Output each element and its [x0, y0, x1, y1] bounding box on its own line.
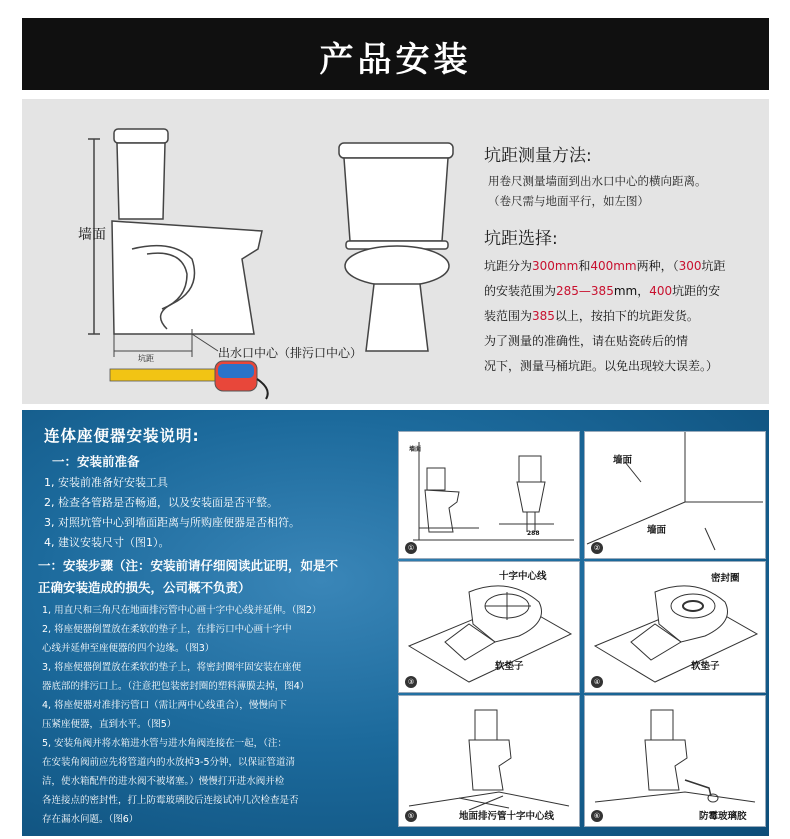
install-title: 连体座便器安装说明:: [44, 427, 200, 445]
fig6-number: ⑥: [591, 810, 603, 822]
tank-side: [117, 143, 165, 219]
measurement-section: [22, 99, 769, 404]
steps-heading-1: 一：安装步骤（注：安装前请仔细阅读此证明，如是不: [38, 558, 339, 573]
step-line-2: 2, 将座便器倒置放在柔软的垫子上，在排污口中心画十字中: [42, 624, 292, 635]
fig3-number: ③: [405, 676, 417, 688]
fig2-number: ②: [591, 542, 603, 554]
select-line-2: 的安装范围为285—385mm，400坑距的安: [484, 284, 721, 298]
fig4-pad-label: 软垫子: [691, 661, 720, 672]
step-line-7: 压紧座便器，直到水平。（图5）: [42, 719, 177, 730]
tape-measure: [110, 361, 268, 399]
prep-item-2: 2, 检查各管路是否畅通，以及安装面是否平整。: [44, 496, 278, 509]
method-line-2: （卷尺需与地面平行，如左图）: [488, 194, 649, 208]
figure-5-panel: [398, 695, 580, 827]
fig6-sealant-label: 防霉玻璃胶: [699, 811, 747, 822]
fig5-number: ⑤: [405, 810, 417, 822]
prep-item-1: 1, 安装前准备好安装工具: [44, 476, 168, 489]
fig2-wall-label-bottom: 墙面: [647, 525, 667, 536]
fig1-wall-label: 墙面: [409, 446, 422, 453]
select-line-5: 况下，测量马桶坑距。以免出现较大误差。）: [484, 359, 719, 373]
select-title: 坑距选择:: [484, 229, 558, 249]
fig4-seal-label: 密封圈: [711, 573, 740, 584]
prep-heading: 一：安装前准备: [52, 454, 140, 469]
figure-3-panel: [398, 561, 580, 693]
method-title: 坑距测量方法:: [484, 146, 592, 166]
tank-lid-side: [114, 129, 168, 143]
steps-heading-2: 正确安装造成的损失，公司概不负责）: [38, 580, 251, 595]
pit-distance-label: 坑距: [138, 354, 154, 363]
step-line-9: 在安装角阀前应先将管道内的水放掉3-5分钟，以保证管道清: [42, 757, 296, 768]
step-line-12: 存在漏水问题。（图6）: [42, 814, 139, 825]
step-line-10: 洁，使水箱配件的进水阀不被堵塞。）慢慢打开进水阀并检: [42, 776, 285, 787]
title-banner: [22, 18, 769, 90]
step-line-11: 各连接点的密封性，打上防霉玻璃胶后连接试冲几次检查是否: [42, 795, 299, 806]
fig3-crossline-label: 十字中心线: [499, 571, 547, 582]
fig2-wall-label-top: 墙面: [613, 455, 633, 466]
figure-2-panel: [584, 431, 766, 559]
drain-center-label: 出水口中心（排污口中心）: [218, 346, 363, 360]
select-line-1: 坑距分为300mm和400mm两种，（300坑距: [484, 259, 726, 273]
fig1-dimension: 288: [527, 530, 540, 537]
toilet-front-view: [339, 143, 453, 351]
fig5-crossline-label: 地面排污管十字中心线: [459, 811, 555, 822]
fig3-pad-label: 软垫子: [495, 661, 524, 672]
fig1-number: ①: [405, 542, 417, 554]
prep-item-3: 3, 对照坑管中心到墙面距离与所购座便器是否相符。: [44, 516, 300, 529]
step-line-3: 心线并延伸至座便器的四个边缘。（图3）: [42, 643, 215, 654]
step-line-1: 1, 用直尺和三角尺在地面排污管中心画十字中心线并延伸。（图2）: [42, 605, 322, 616]
step-line-6: 4, 将座便器对准排污管口（需让两中心线重合），慢慢向下: [42, 700, 287, 711]
method-line-1: 用卷尺测量墙面到出水口中心的横向距离。: [488, 174, 707, 188]
fig4-number: ④: [591, 676, 603, 688]
banner-title: 产品安装: [319, 40, 472, 80]
figure-1-panel: [398, 431, 580, 559]
select-line-3: 装范围为385以上，按拍下的坑距发货。: [484, 309, 699, 323]
step-line-5: 器底部的排污口上。（注意把包装密封圈的塑料薄膜去掉，图4）: [42, 681, 310, 692]
prep-item-4: 4, 建议安装尺寸（图1）。: [44, 536, 170, 549]
figure-6-panel: [584, 695, 766, 827]
step-line-4: 3, 将座便器倒置放在柔软的垫子上，将密封圈牢固安装在座便: [42, 662, 302, 673]
select-line-4: 为了测量的准确性，请在贴瓷砖后的情: [484, 334, 689, 348]
figure-4-panel: [584, 561, 766, 693]
installation-section: [22, 410, 769, 836]
step-line-8: 5, 安装角阀并将水箱进水管与进水角阀连接在一起，（注：: [42, 738, 287, 749]
wall-label: 墙面: [78, 227, 106, 243]
